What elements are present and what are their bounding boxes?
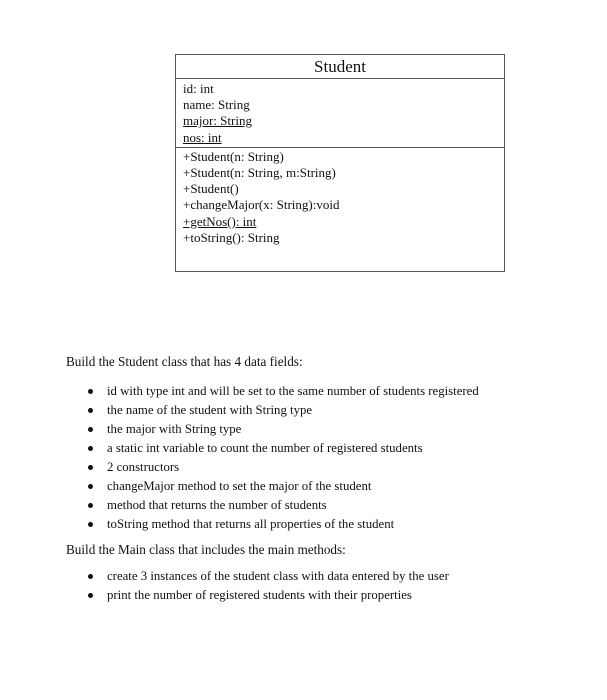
- list-item: create 3 instances of the student class with data entered by the user: [66, 567, 586, 586]
- uml-method-to-string: +toString(): String: [183, 229, 280, 245]
- list-item: changeMajor method to set the major of the student: [66, 477, 586, 496]
- list-item: 2 constructors: [66, 458, 586, 477]
- bullet-icon: [88, 389, 93, 394]
- main-requirements-list: [66, 567, 586, 605]
- uml-class-diagram: [175, 54, 505, 272]
- bullet-icon: [88, 503, 93, 508]
- bullet-icon: [88, 593, 93, 598]
- uml-attributes-compartment: [176, 79, 504, 148]
- uml-methods-compartment: [176, 148, 504, 246]
- uml-attribute-id: id: int: [183, 81, 214, 96]
- list-item: a static int variable to count the number of registered students: [66, 439, 586, 458]
- list-item: id with type int and will be set to the same number of students registered: [66, 382, 586, 401]
- uml-class-name: Student: [176, 55, 504, 79]
- bullet-icon: [88, 484, 93, 489]
- uml-method-change-major: +changeMajor(x: String):void: [183, 197, 340, 213]
- uml-method-get-nos: +getNos(): int: [183, 213, 257, 229]
- uml-attribute-major: major: String: [183, 113, 252, 129]
- bullet-icon: [88, 522, 93, 527]
- uml-attribute-name: name: String: [183, 97, 250, 113]
- list-item: method that returns the number of students: [66, 496, 586, 515]
- list-item: toString method that returns all properties of the student: [66, 515, 586, 534]
- list-item: the name of the student with String type: [66, 401, 586, 420]
- uml-method-constructor-name: +Student(n: String): [183, 148, 284, 164]
- student-class-requirements: [66, 353, 586, 534]
- uml-method-constructor-default: +Student(): [183, 181, 239, 197]
- student-section-heading: Build the Student class that has 4 data fields:: [66, 354, 303, 369]
- uml-method-constructor-name-major: +Student(n: String, m:String): [183, 165, 336, 181]
- main-class-requirements: [66, 541, 586, 605]
- bullet-icon: [88, 465, 93, 470]
- bullet-icon: [88, 427, 93, 432]
- list-item: print the number of registered students with their properties: [66, 586, 586, 605]
- bullet-icon: [88, 574, 93, 579]
- main-section-heading: Build the Main class that includes the main methods:: [66, 542, 346, 557]
- uml-attribute-nos: nos: int: [183, 129, 222, 145]
- bullet-icon: [88, 446, 93, 451]
- student-requirements-list: [66, 382, 586, 534]
- list-item: the major with String type: [66, 420, 586, 439]
- bullet-icon: [88, 408, 93, 413]
